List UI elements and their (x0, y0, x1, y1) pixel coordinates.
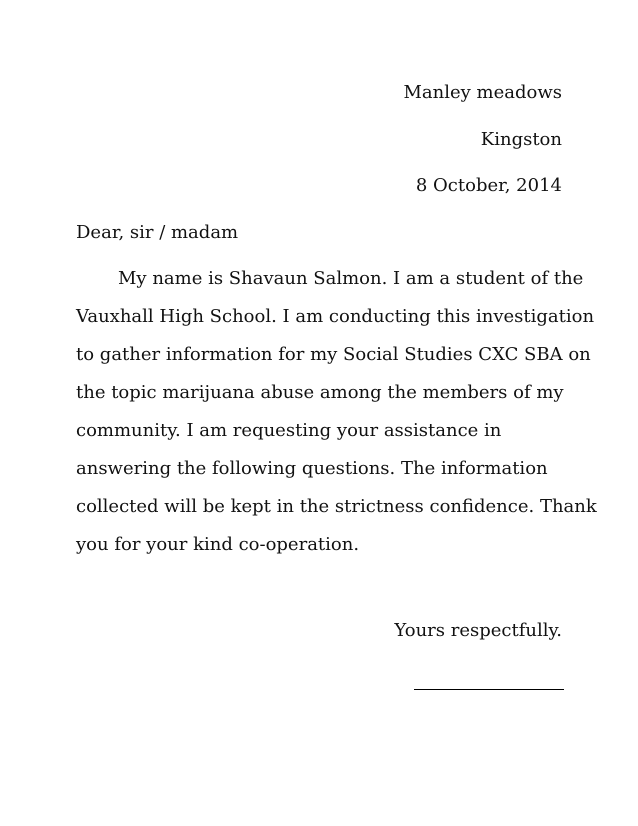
closing: Yours respectfully. (394, 620, 562, 641)
body-line: Vauxhall High School. I am conducting this investigation (76, 306, 595, 327)
sender-address-line-1: Manley meadows (403, 82, 562, 103)
letter-date: 8 October, 2014 (415, 175, 562, 196)
body-line: the topic marijuana abuse among the members of my (76, 382, 564, 403)
body-line: community. I am requesting your assistance in (76, 420, 502, 441)
body-line: you for your kind co-operation. (76, 534, 360, 555)
body-line: My name is Shavaun Salmon. I am a student of the (118, 268, 584, 289)
signature-line (414, 689, 564, 690)
sender-address-line-2: Kingston (480, 129, 562, 150)
body-line: to gather information for my Social Studies CXC SBA on (76, 344, 591, 365)
body-line: answering the following questions. The information (76, 458, 548, 479)
body-line: collected will be kept in the strictness confidence. Thank (76, 496, 597, 517)
salutation: Dear, sir / madam (76, 222, 239, 243)
